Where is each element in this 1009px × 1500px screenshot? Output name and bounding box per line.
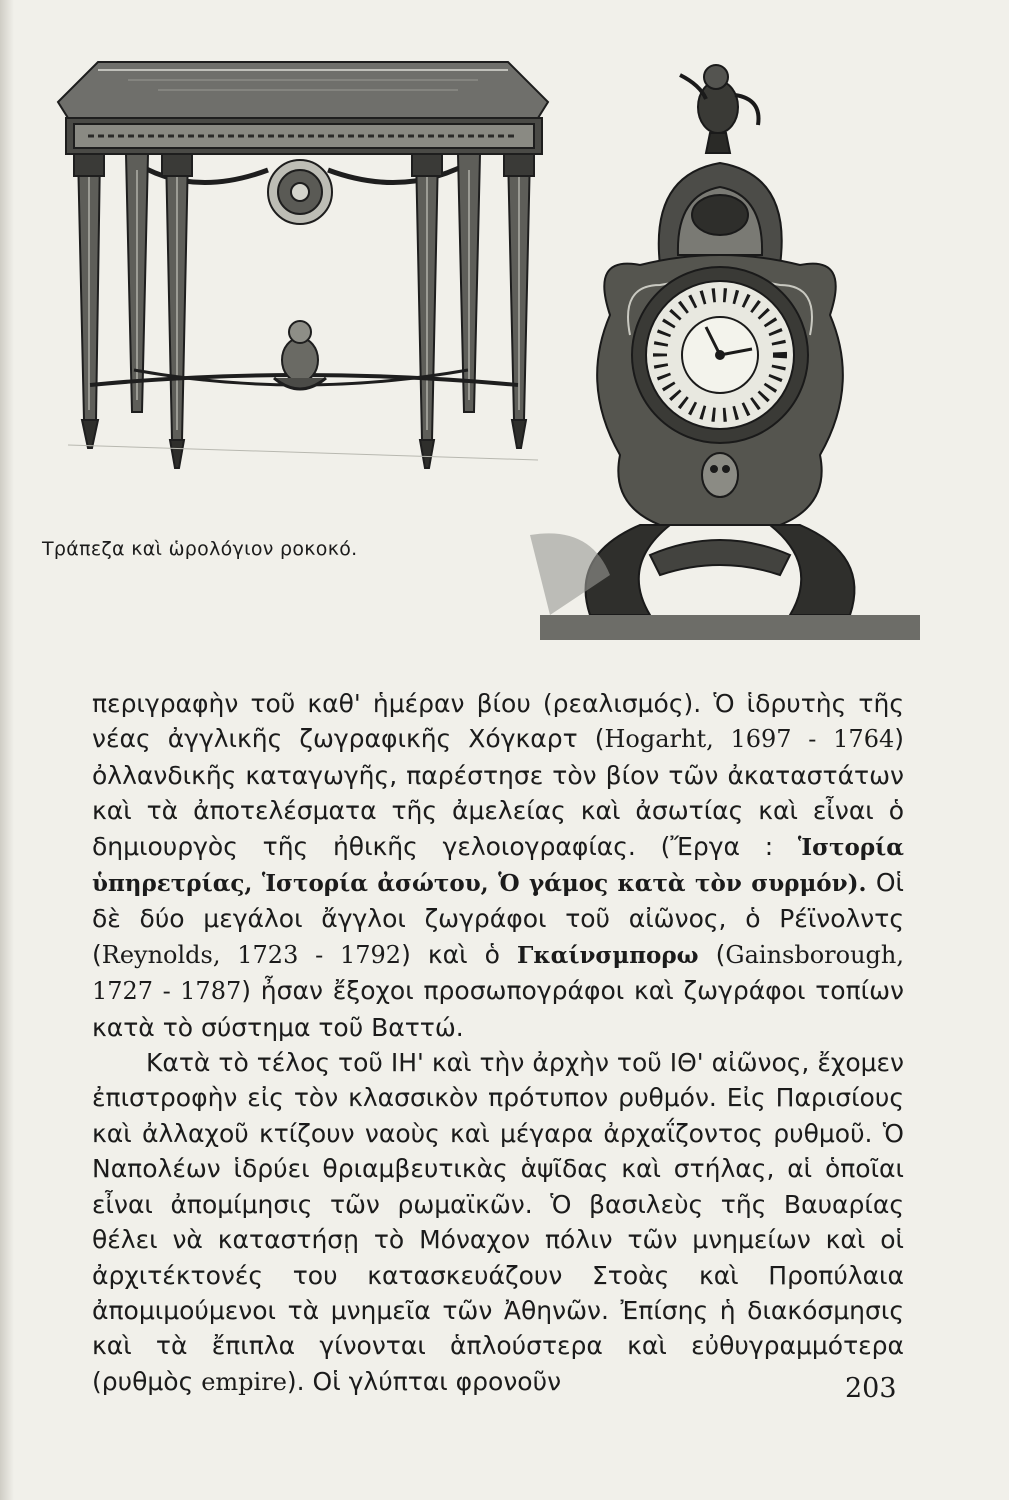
p2-text-1: Κατὰ τὸ τέλος τοῦ ΙΗ' καὶ τὴν ἀρχὴν τοῦ ΙΘ' αἰῶνος, ἔχομεν ἐπιστροφὴν εἰς τὸν κλασσικὸν πρότυπον ρυθμόν. Εἰς Παρισίους καὶ ἀλλαχοῦ κτίζουν ναοὺς καὶ μέγαρα ἀρχαΐζοντος ρυθμοῦ. Ὁ Ναπολέων ἱδρύει θριαμβευτικὰς ἁψῖδας καὶ στήλας, αἱ ὁποῖαι εἶναι ἀπομίμησις τῶν ρωμαϊκῶν. Ὁ βασιλεὺς τῆς Βαυαρίας θέλει νὰ καταστήσῃ τὸ Μόναχον πόλιν τῶν μνημείων καὶ οἱ ἀρχιτέκτονές του κατασκευάζουν Στοὰς καὶ Προπύλαια ἀπομιμούμενοι τὰ μνημεῖα τῶν Ἀθηνῶν. Ἐπίσης ἡ διακόσμησις καὶ τὰ ἔπιπλα γίνονται ἁπλούστερα καὶ εὐθυγραμμότερα (ρυθμὸς — [92, 1048, 904, 1396]
page-number: 203 — [845, 1373, 897, 1404]
p1-text-4: ) καὶ ὁ — [401, 939, 518, 969]
hogarth-dates: Hogarht, 1697 - 1764 — [604, 725, 895, 754]
paragraph-1 — [92, 686, 904, 1045]
reynolds-dates: Reynolds, 1723 - 1792 — [101, 940, 402, 969]
p2-text-2: ). Οἱ γλύπται φρονοῦν — [286, 1366, 562, 1396]
gainsborough-dates: Gainsborough, 1727 - 1787 — [92, 940, 904, 1006]
body-text — [92, 686, 904, 1400]
figure-caption: Τράπεζα καὶ ὡρολόγιον ροκοκό. — [42, 538, 358, 560]
paragraph-2 — [92, 1045, 904, 1400]
empire-style: empire — [201, 1367, 287, 1396]
binding-shadow — [0, 0, 14, 1500]
rococo-table-illustration — [38, 40, 558, 480]
hogarth-works: Ἱστορία ὑπηρετρίας, Ἱστορία ἀσώτου, Ὁ γάμος κατὰ τὸν συρμόν). — [92, 833, 904, 898]
gainsborough-name: Γκαίνσμπορω — [517, 941, 699, 969]
p1-text-3: Οἱ δὲ δύο μεγάλοι ἄγγλοι ζωγράφοι τοῦ αἰῶνος, ὁ Ρέϊνολντς ( — [92, 868, 904, 969]
p1-text-2: ) ὀλλανδικῆς καταγωγῆς, παρέστησε τὸν βίον τῶν ἀκαταστάτων καὶ τὰ ἀποτελέσματα τῆς ἀμελείας καὶ ἀσωτίας καὶ εἶναι ὁ δημιουργὸς τῆς ἠθικῆς γελοιογραφίας. (Ἔργα : — [92, 724, 905, 861]
p1-text-6: ) ἦσαν ἔξοχοι προσωπογράφοι καὶ ζωγράφοι τοπίων κατὰ τὸ σύστημα τοῦ Βαττώ. — [92, 976, 904, 1042]
p1-text-5: ( — [698, 939, 726, 969]
rococo-clock-illustration — [530, 55, 930, 640]
p1-text-1: περιγραφὴν τοῦ καθ' ἡμέραν βίου (ρεαλισμός). Ὁ ἱδρυτὴς τῆς νέας ἀγγλικῆς ζωγραφικῆς Χόγκαρτ ( — [92, 689, 904, 754]
